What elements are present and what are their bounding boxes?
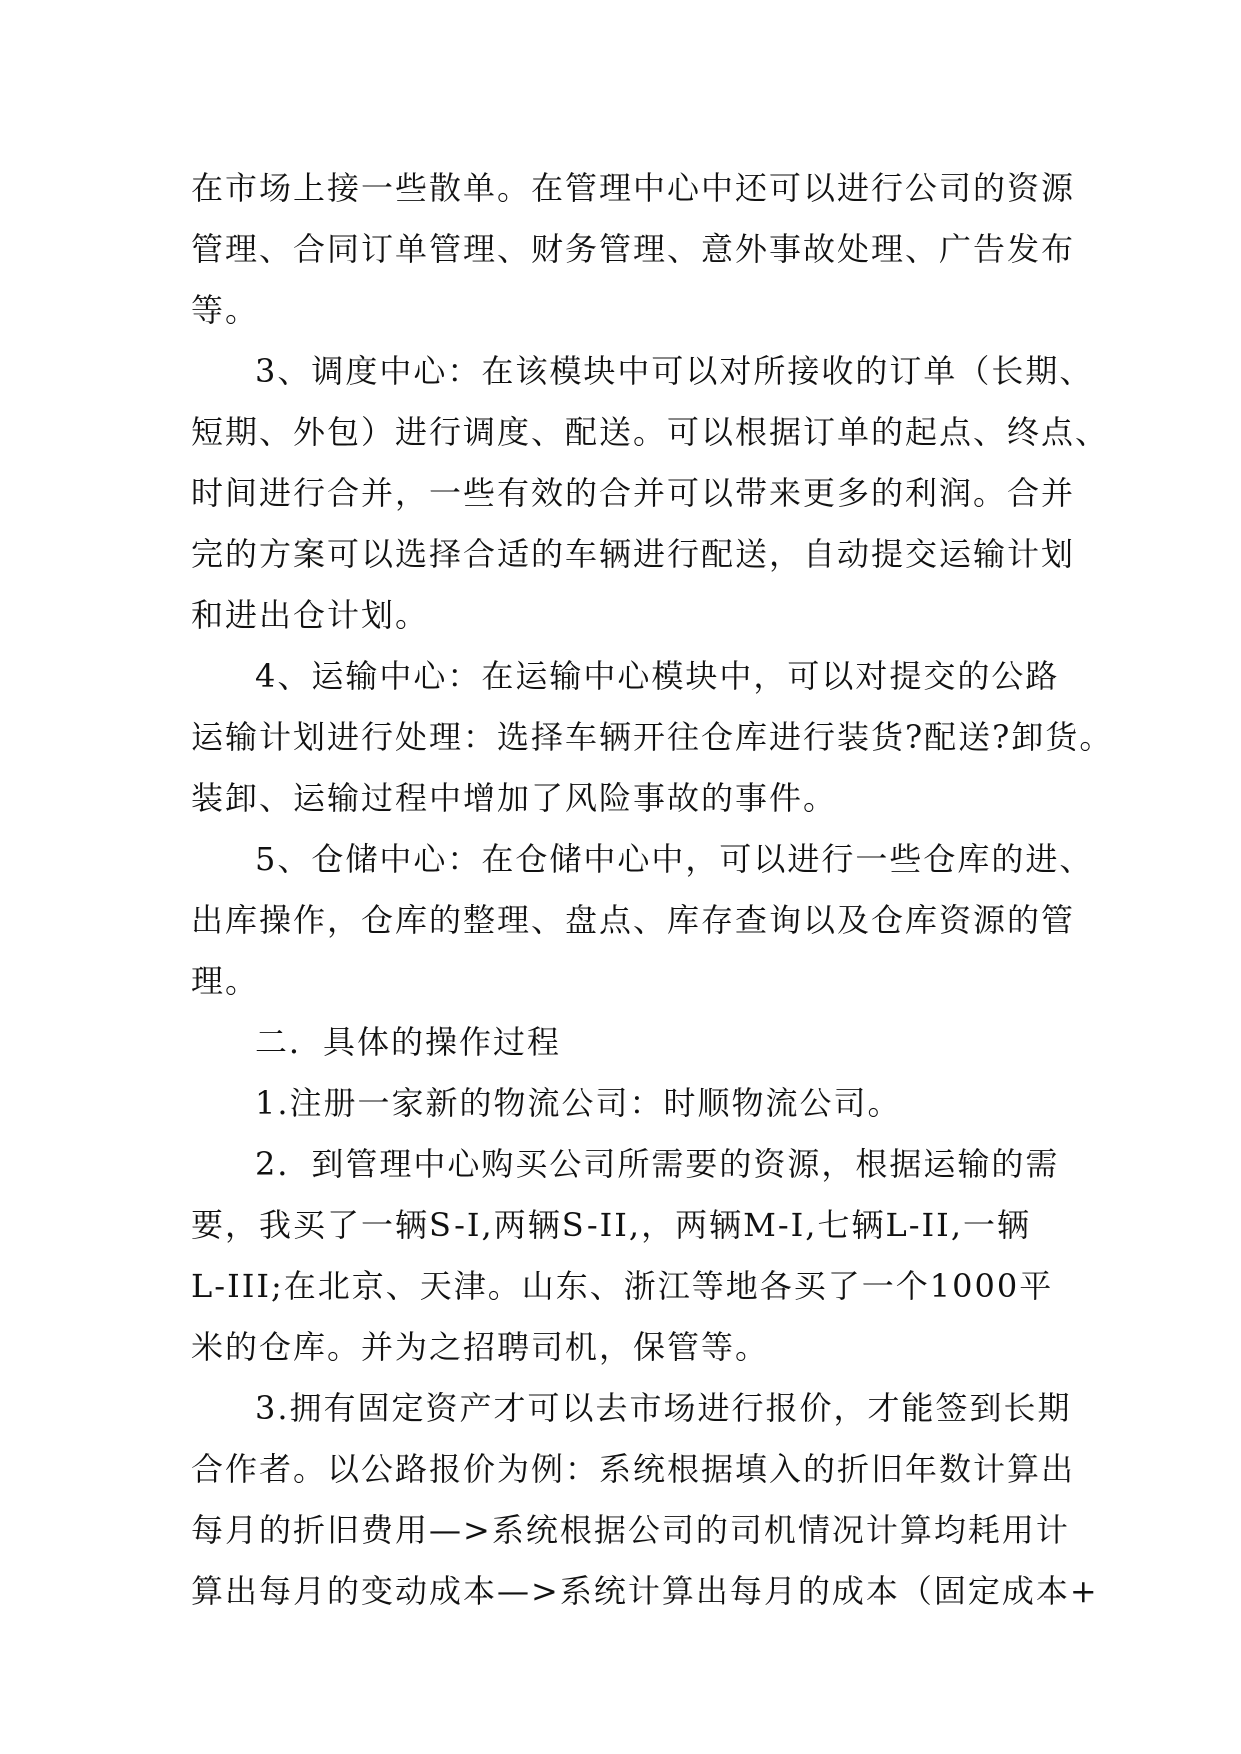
text-line: 理。 xyxy=(191,962,260,1000)
text-line: 合作者。以公路报价为例：系统根据填入的折旧年数计算出 xyxy=(191,1450,1076,1488)
text-line: 运输计划进行处理：选择车辆开往仓库进行装货?配送?卸货。 xyxy=(191,718,1114,756)
text-line: 3、调度中心：在该模块中可以对所接收的订单（长期、 xyxy=(255,352,1094,390)
text-line: 4、运输中心：在运输中心模块中，可以对提交的公路 xyxy=(255,657,1060,695)
text-line: 1.注册一家新的物流公司：时顺物流公司。 xyxy=(255,1084,902,1122)
document-body xyxy=(191,158,1114,1622)
text-line: 算出每月的变动成本—>系统计算出每月的成本（固定成本+ xyxy=(191,1572,1099,1610)
text-line: 时间进行合并，一些有效的合并可以带来更多的利润。合并 xyxy=(191,474,1076,512)
text-line: 2．到管理中心购买公司所需要的资源，根据运输的需 xyxy=(255,1145,1060,1183)
text-line: 短期、外包）进行调度、配送。可以根据订单的起点、终点、 xyxy=(191,413,1110,451)
text-line: 3.拥有固定资产才可以去市场进行报价，才能签到长期 xyxy=(255,1389,1072,1427)
text-line: 米的仓库。并为之招聘司机，保管等。 xyxy=(191,1328,770,1366)
text-line: 和进出仓计划。 xyxy=(191,596,430,634)
text-line: 管理、合同订单管理、财务管理、意外事故处理、广告发布 xyxy=(191,230,1076,268)
text-line: 出库操作，仓库的整理、盘点、库存查询以及仓库资源的管 xyxy=(191,901,1076,939)
text-line: L-III;在北京、天津。山东、浙江等地各买了一个1000平 xyxy=(191,1267,1054,1305)
text-line: 装卸、运输过程中增加了风险事故的事件。 xyxy=(191,779,838,817)
text-line: 要，我买了一辆S-I,两辆S-II,，两辆M-I,七辆L-II,一辆 xyxy=(191,1206,1031,1244)
text-line: 完的方案可以选择合适的车辆进行配送，自动提交运输计划 xyxy=(191,535,1076,573)
text-line: 二．具体的操作过程 xyxy=(255,1023,562,1061)
text-line: 每月的折旧费用—>系统根据公司的司机情况计算均耗用计 xyxy=(191,1511,1070,1549)
text-line: 等。 xyxy=(191,291,260,329)
text-line: 在市场上接一些散单。在管理中心中还可以进行公司的资源 xyxy=(191,169,1076,207)
text-line: 5、仓储中心：在仓储中心中，可以进行一些仓库的进、 xyxy=(255,840,1094,878)
